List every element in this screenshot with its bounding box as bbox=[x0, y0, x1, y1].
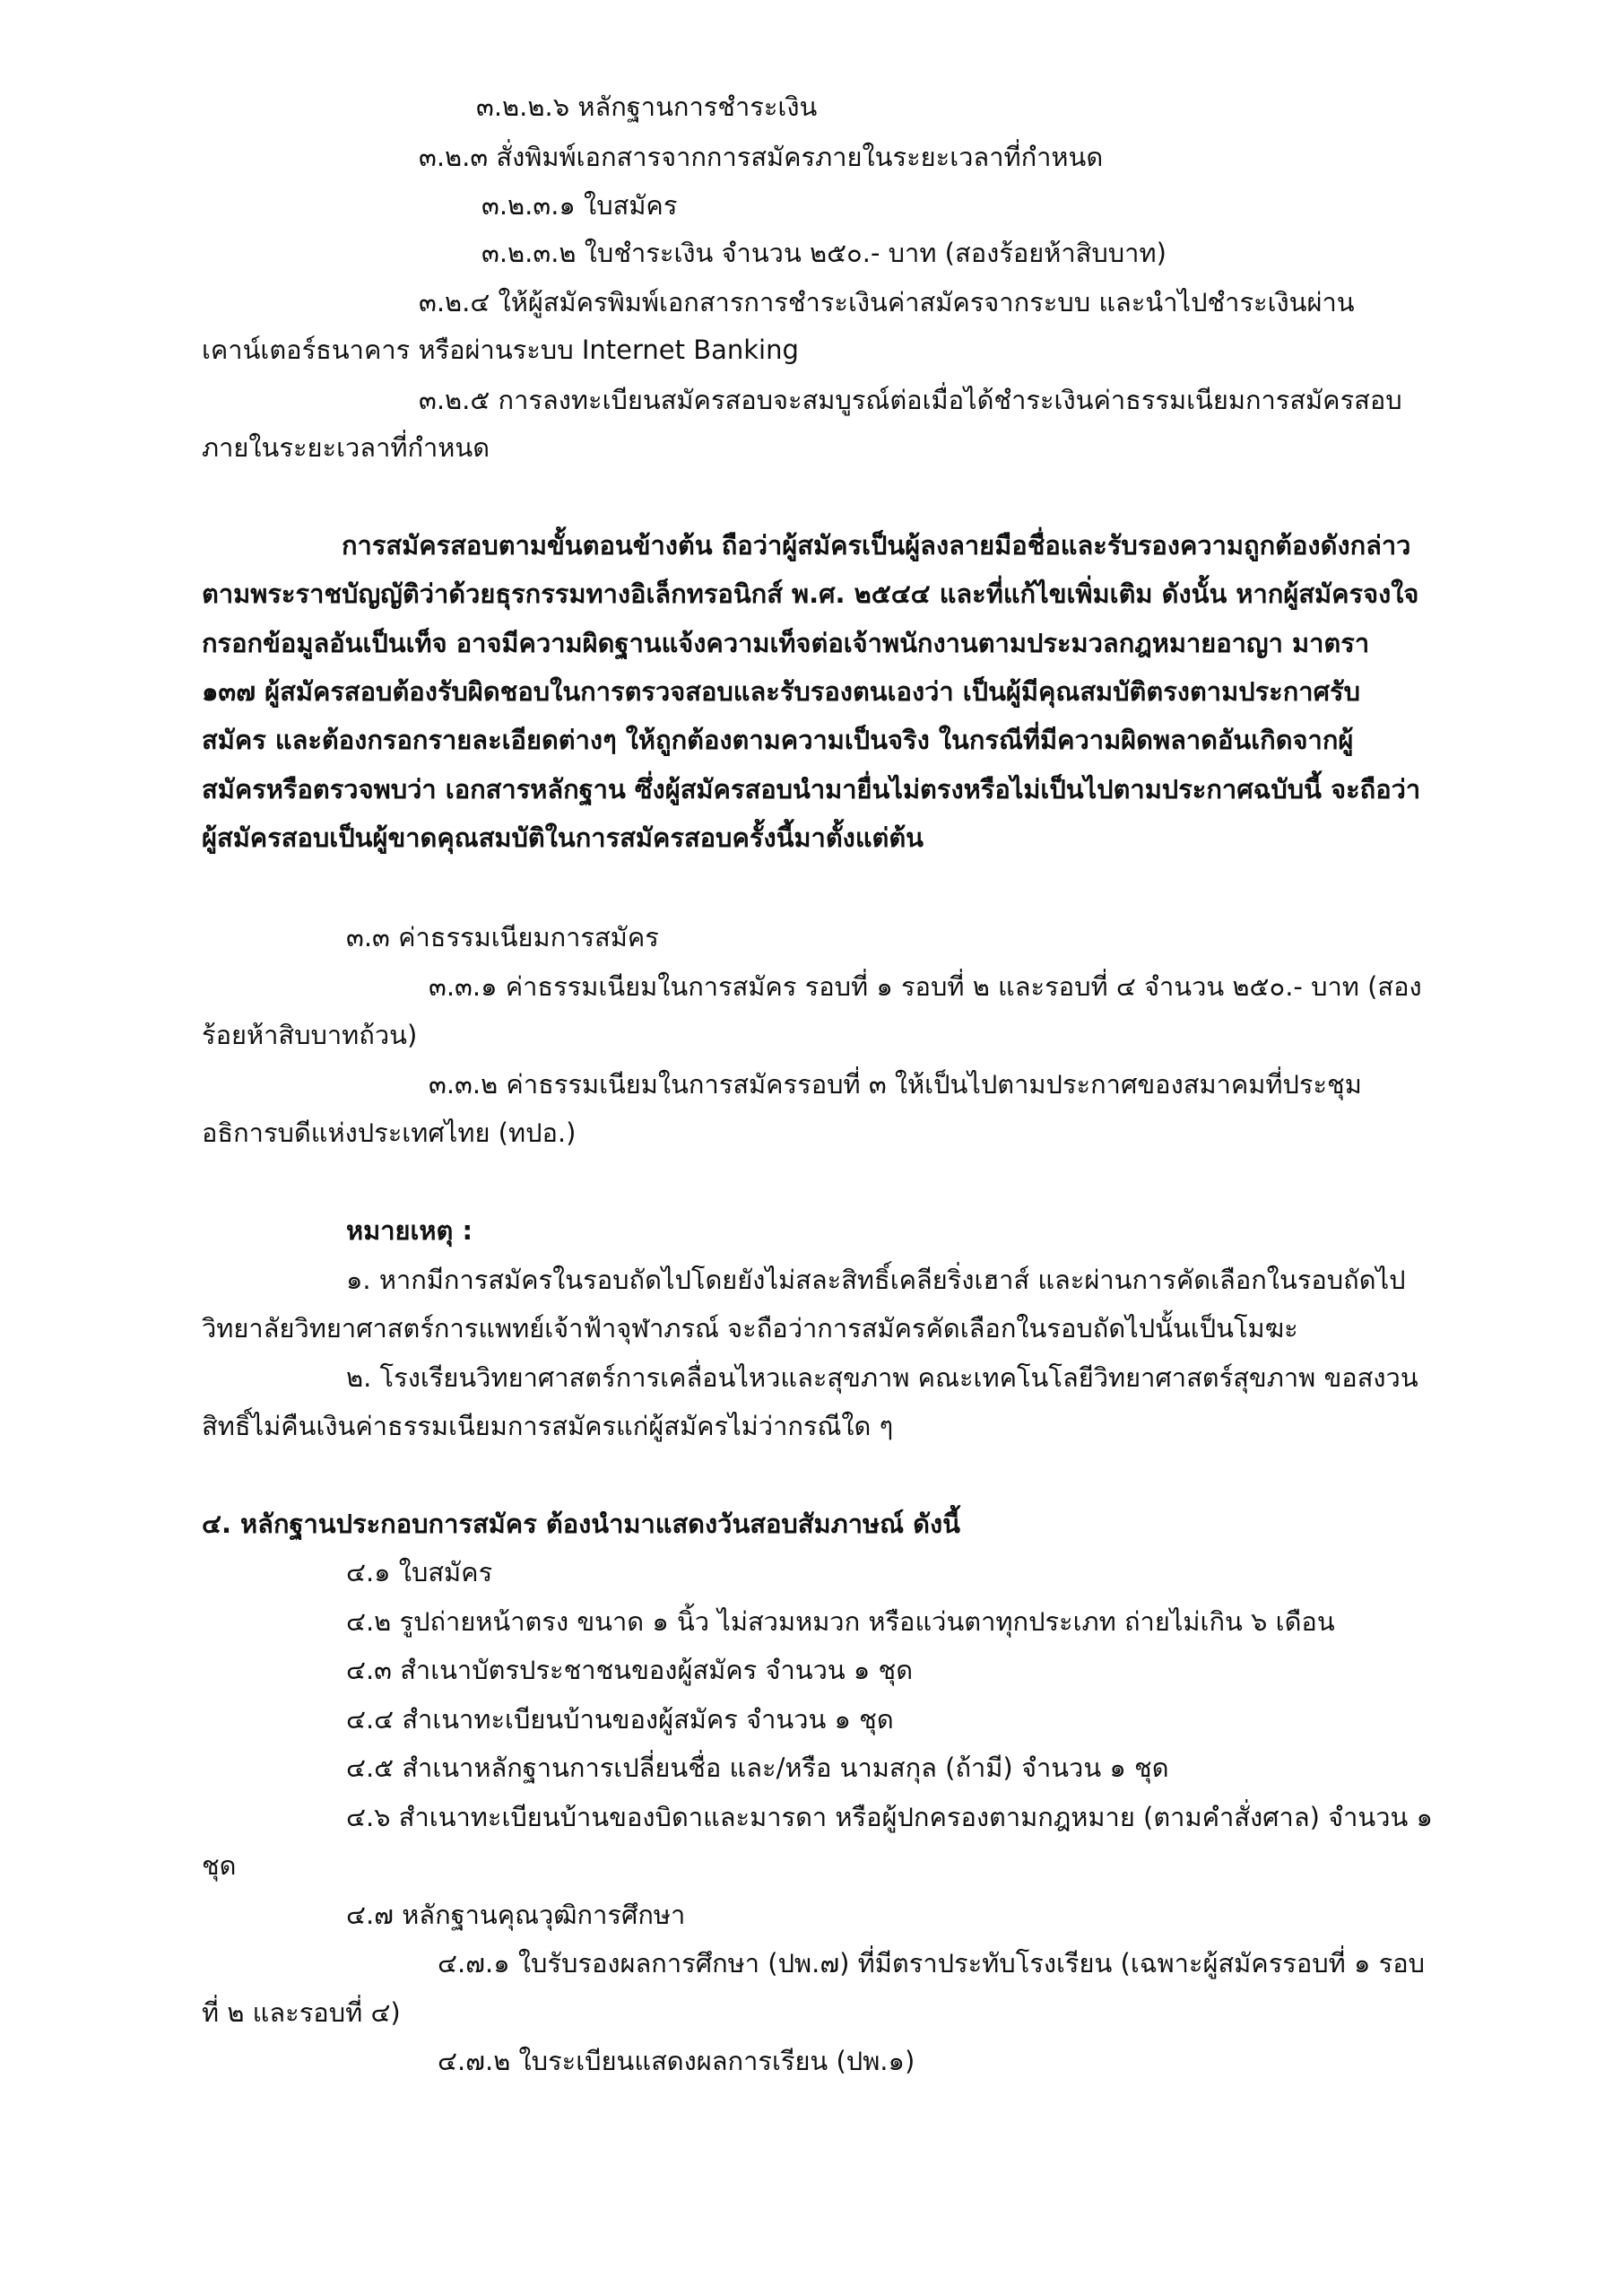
item-4-7: ๔.๗ หลักฐานคุณวุฒิการศึกษา bbox=[346, 1900, 686, 1930]
item-4-6-line2: ชุด bbox=[202, 1850, 237, 1881]
section-4-heading: ๔. หลักฐานประกอบการสมัคร ต้องนำมาแสดงวันสอบสัมภาษณ์ ดังนี้ bbox=[202, 1509, 960, 1539]
note-1-line1: ๑. หากมีการสมัครในรอบถัดไปโดยยังไม่สละสิทธิ์เคลียริ่งเฮาส์ และผ่านการคัดเลือกในรอบถัดไป bbox=[346, 1265, 1406, 1295]
section-3-3-heading: ๓.๓ ค่าธรรมเนียมการสมัคร bbox=[346, 922, 659, 952]
item-4-4: ๔.๔ สำเนาทะเบียนบ้านของผู้สมัคร จำนวน ๑ ชุด bbox=[346, 1704, 894, 1735]
declaration-line-7: ผู้สมัครสอบเป็นผู้ขาดคุณสมบัติในการสมัครสอบครั้งนี้มาตั้งแต่ต้น bbox=[202, 822, 924, 853]
item-3-2-3-2: ๓.๒.๓.๒ ใบชำระเงิน จำนวน ๒๕๐.- บาท (สองร้อยห้าสิบบาท) bbox=[481, 238, 1167, 268]
item-3-2-4-line1: ๓.๒.๔ ให้ผู้สมัครพิมพ์เอกสารการชำระเงินค่าสมัครจากระบบ และนำไปชำระเงินผ่าน bbox=[419, 287, 1355, 317]
item-4-7-1-line1: ๔.๗.๑ ใบรับรองผลการศึกษา (ปพ.๗) ที่มีตราประทับโรงเรียน (เฉพาะผู้สมัครรอบที่ ๑ รอบ bbox=[438, 1948, 1426, 1979]
item-4-3: ๔.๓ สำเนาบัตรประชาชนของผู้สมัคร จำนวน ๑ ชุด bbox=[346, 1655, 914, 1685]
item-4-2: ๔.๒ รูปถ่ายหน้าตรง ขนาด ๑ นิ้ว ไม่สวมหมวก หรือแว่นตาทุกประเภท ถ่ายไม่เกิน ๖ เดือน bbox=[346, 1606, 1335, 1637]
note-2-line1: ๒. โรงเรียนวิทยาศาสตร์การเคลื่อนไหวและสุขภาพ คณะเทคโนโลยีวิทยาศาสตร์สุขภาพ ขอสงวน bbox=[346, 1362, 1418, 1393]
item-3-2-5-line1: ๓.๒.๕ การลงทะเบียนสมัครสอบจะสมบูรณ์ต่อเมื่อได้ชำระเงินค่าธรรมเนียมการสมัครสอบ bbox=[419, 385, 1402, 415]
item-3-2-5-line2: ภายในระยะเวลาที่กำหนด bbox=[202, 432, 490, 463]
item-3-3-1-line2: ร้อยห้าสิบบาทถ้วน) bbox=[202, 1020, 418, 1050]
declaration-line-2: ตามพระราชบัญญัติว่าด้วยธุรกรรมทางอิเล็กทรอนิกส์ พ.ศ. ๒๕๔๔ และที่แก้ไขเพิ่มเติม ดังนั้น หากผู้สมัครจงใจ bbox=[202, 578, 1419, 609]
item-4-7-1-line2: ที่ ๒ และรอบที่ ๔) bbox=[202, 1997, 401, 2028]
declaration-line-5: สมัคร และต้องกรอกรายละเอียดต่างๆ ให้ถูกต้องตามความเป็นจริง ในกรณีที่มีความผิดพลาดอันเกิดจากผู้ bbox=[202, 725, 1354, 755]
item-3-3-1-line1: ๓.๓.๑ ค่าธรรมเนียมในการสมัคร รอบที่ ๑ รอบที่ ๒ และรอบที่ ๔ จำนวน ๒๕๐.- บาท (สอง bbox=[429, 971, 1422, 1002]
note-1-line2: วิทยาลัยวิทยาศาสตร์การแพทย์เจ้าฟ้าจุฬาภรณ์ จะถือว่าการสมัครคัดเลือกในรอบถัดไปนั้นเป็นโมฆะ bbox=[202, 1313, 1298, 1344]
item-4-5: ๔.๕ สำเนาหลักฐานการเปลี่ยนชื่อ และ/หรือ นามสกุล (ถ้ามี) จำนวน ๑ ชุด bbox=[346, 1752, 1169, 1783]
item-3-2-3: ๓.๒.๓ สั่งพิมพ์เอกสารจากการสมัครภายในระยะเวลาที่กำหนด bbox=[419, 142, 1104, 172]
item-4-7-2: ๔.๗.๒ ใบระเบียนแสดงผลการเรียน (ปพ.๑) bbox=[438, 2046, 915, 2076]
declaration-line-1: การสมัครสอบตามขั้นตอนข้างต้น ถือว่าผู้สมัครเป็นผู้ลงลายมือชื่อและรับรองความถูกต้องดังกล่าว bbox=[342, 530, 1411, 561]
item-4-6-line1: ๔.๖ สำเนาทะเบียนบ้านของบิดาและมารดา หรือผู้ปกครองตามกฎหมาย (ตามคำสั่งศาล) จำนวน ๑ bbox=[346, 1802, 1433, 1832]
notes-heading: หมายเหตุ : bbox=[346, 1215, 473, 1246]
declaration-line-6: สมัครหรือตรวจพบว่า เอกสารหลักฐาน ซึ่งผู้สมัครสอบนำมายื่นไม่ตรงหรือไม่เป็นไปตามประกาศฉบับนี้ จะถือว่า bbox=[202, 774, 1421, 804]
item-3-2-2-6: ๓.๒.๒.๖ หลักฐานการชำระเงิน bbox=[476, 91, 818, 122]
item-3-3-2-line1: ๓.๓.๒ ค่าธรรมเนียมในการสมัครรอบที่ ๓ ให้เป็นไปตามประกาศของสมาคมที่ประชุม bbox=[429, 1069, 1362, 1100]
declaration-line-3: กรอกข้อมูลอันเป็นเท็จ อาจมีความผิดฐานแจ้งความเท็จต่อเจ้าพนักงานตามประมวลกฎหมายอาญา มาตรา bbox=[202, 628, 1370, 658]
note-2-line2: สิทธิ์ไม่คืนเงินค่าธรรมเนียมการสมัครแก่ผู้สมัครไม่ว่ากรณีใด ๆ bbox=[202, 1411, 894, 1441]
item-3-2-3-1: ๓.๒.๓.๑ ใบสมัคร bbox=[481, 190, 678, 221]
item-4-1: ๔.๑ ใบสมัคร bbox=[346, 1557, 493, 1587]
declaration-line-4: ๑๓๗ ผู้สมัครสอบต้องรับผิดชอบในการตรวจสอบและรับรองตนเองว่า เป็นผู้มีคุณสมบัติตรงตามประกาศรับ bbox=[202, 676, 1360, 707]
item-3-2-4-line2: เคาน์เตอร์ธนาคาร หรือผ่านระบบ Internet Banking bbox=[202, 335, 799, 365]
item-3-3-2-line2: อธิการบดีแห่งประเทศไทย (ทปอ.) bbox=[202, 1118, 577, 1148]
